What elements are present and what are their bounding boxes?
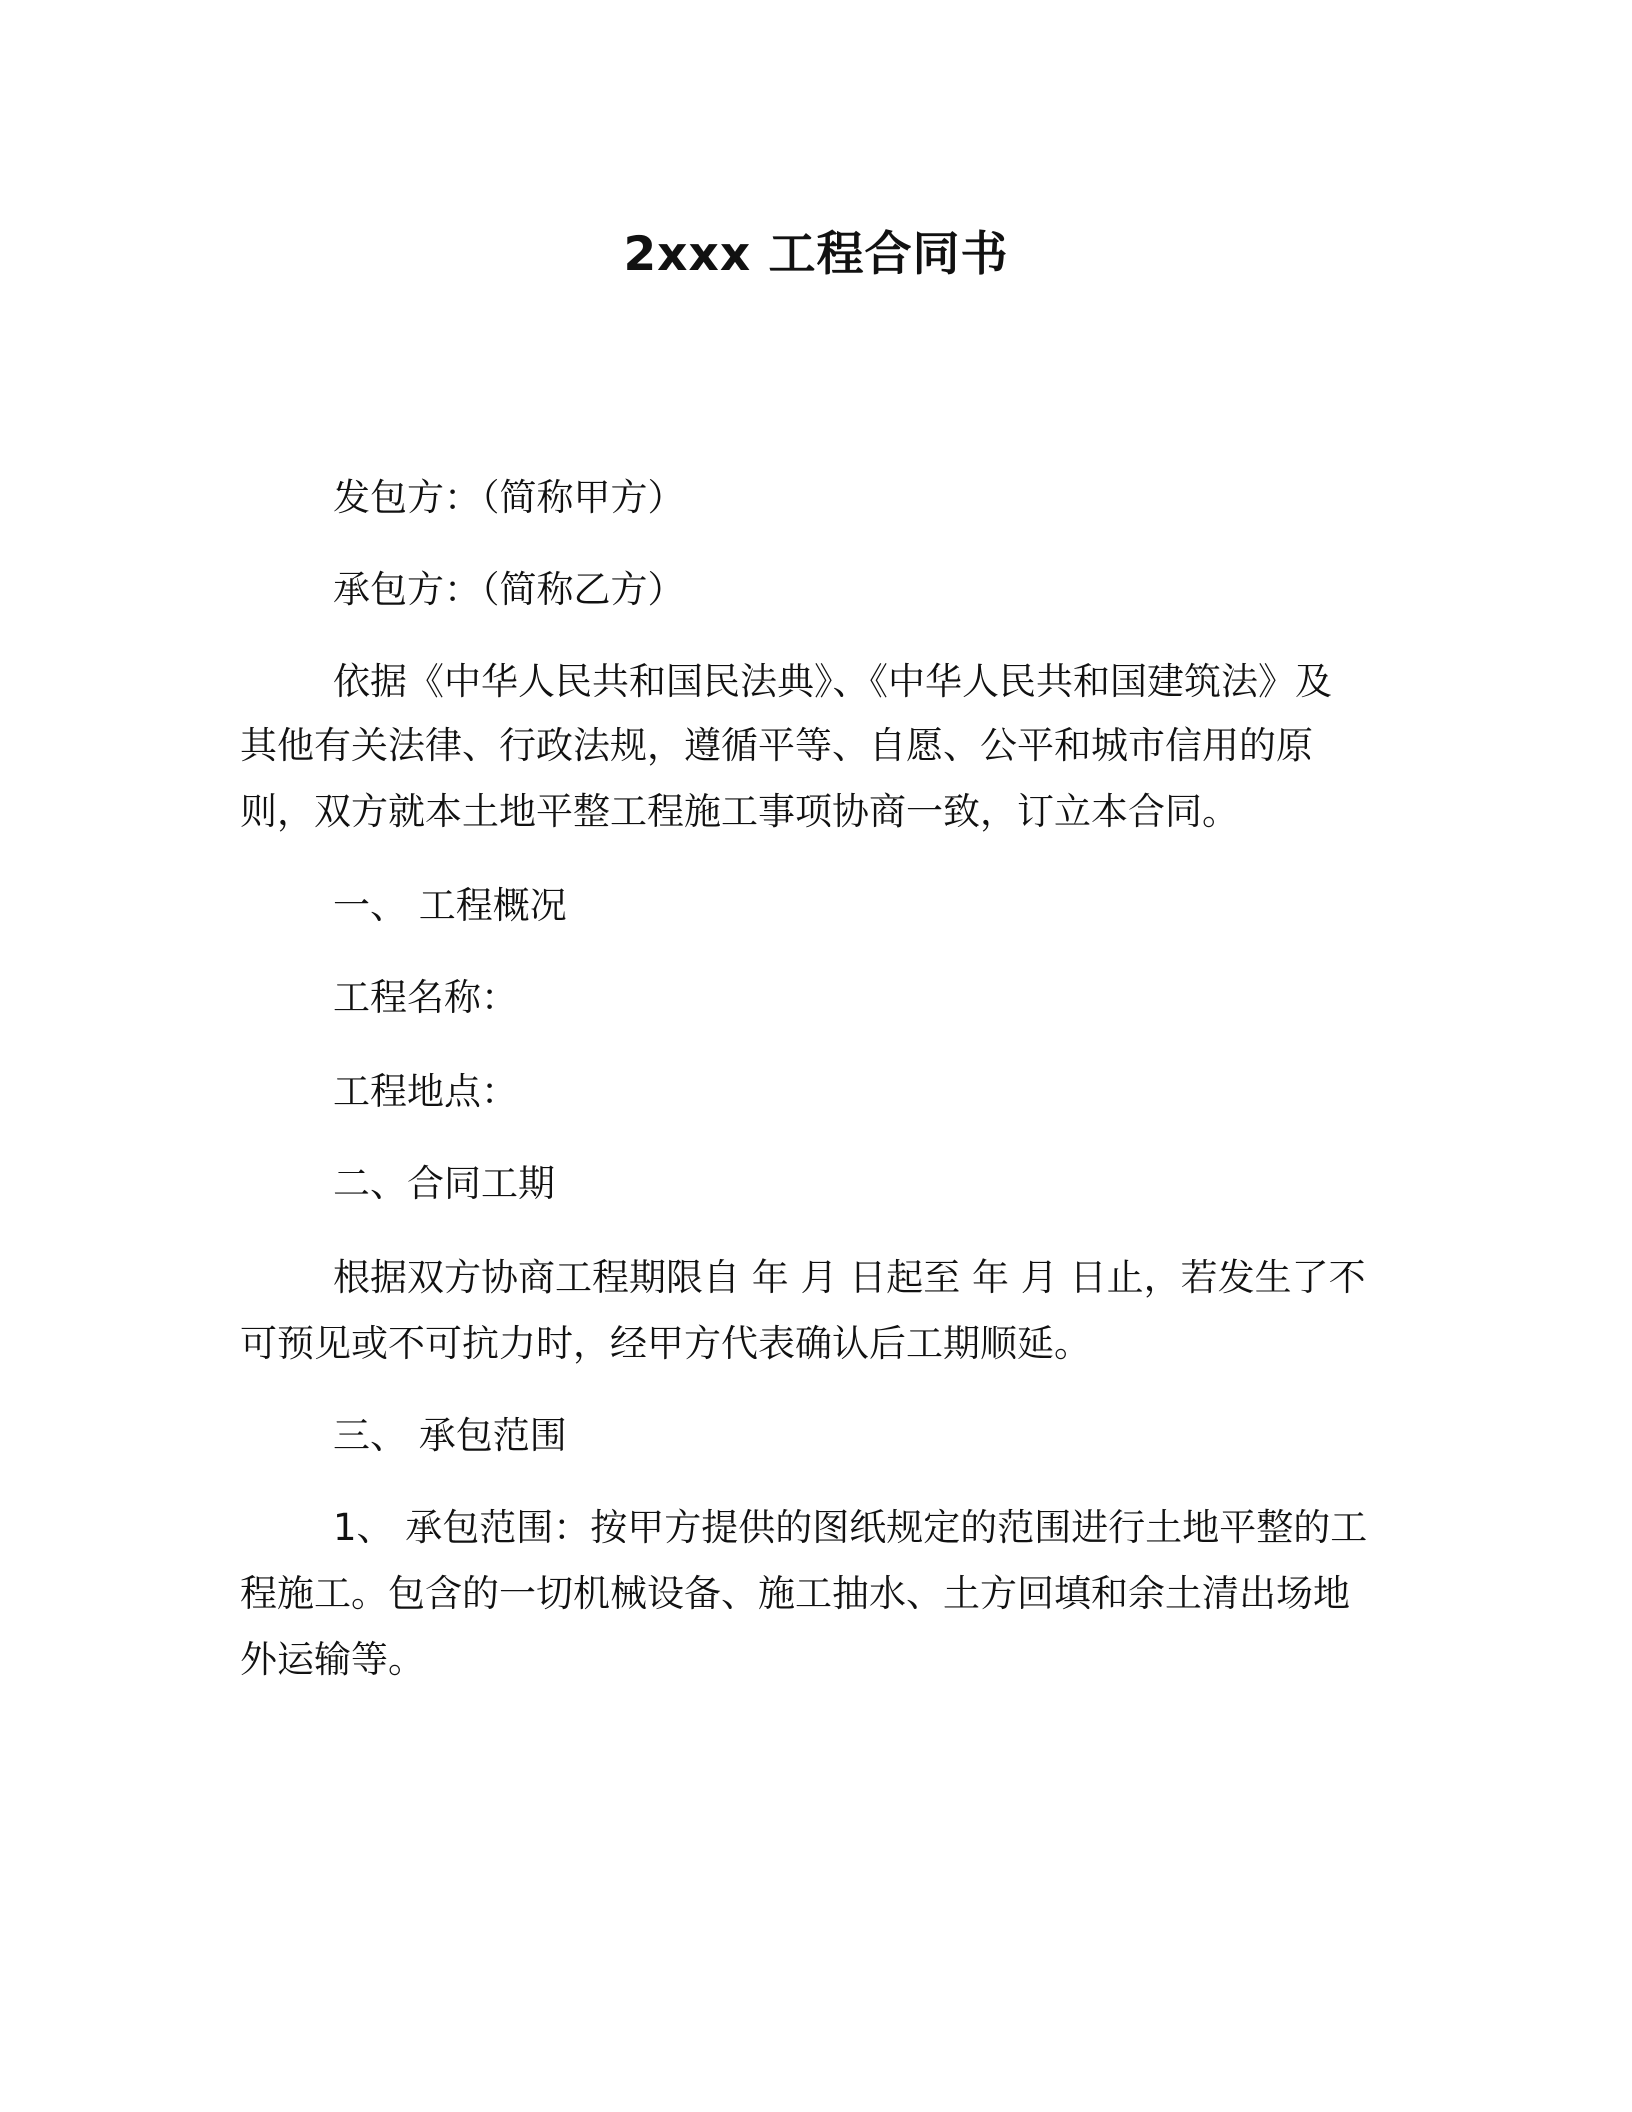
- scope-line-2: 程施工。包含的一切机械设备、施工抽水、土方回填和余土清出场地: [240, 1572, 1350, 1615]
- section-1-heading: 一、 工程概况: [333, 884, 567, 927]
- duration-line-2: 可预见或不可抗力时，经甲方代表确认后工期顺延。: [240, 1322, 1091, 1365]
- duration-line-1: 根据双方协商工程期限自 年 月 日起至 年 月 日止，若发生了不: [333, 1256, 1366, 1299]
- preamble-line-2: 其他有关法律、行政法规，遵循平等、自愿、公平和城市信用的原: [240, 724, 1313, 767]
- preamble-line-3: 则，双方就本土地平整工程施工事项协商一致，订立本合同。: [240, 790, 1239, 833]
- section-3-heading: 三、 承包范围: [333, 1414, 567, 1457]
- project-location-line: 工程地点：: [333, 1070, 518, 1113]
- preamble-line-1: 依据《中华人民共和国民法典》、《中华人民共和国建筑法》及: [333, 660, 1332, 703]
- scope-line-1: 1、 承包范围：按甲方提供的图纸规定的范围进行土地平整的工: [333, 1506, 1368, 1549]
- project-name-line: 工程名称：: [333, 976, 518, 1019]
- party-a-line: 发包方：（简称甲方）: [333, 476, 685, 519]
- section-2-heading: 二、合同工期: [333, 1162, 555, 1205]
- party-b-line: 承包方：（简称乙方）: [333, 568, 685, 611]
- document-title: 2xxx 工程合同书: [623, 227, 1009, 282]
- scope-line-3: 外运输等。: [240, 1638, 425, 1681]
